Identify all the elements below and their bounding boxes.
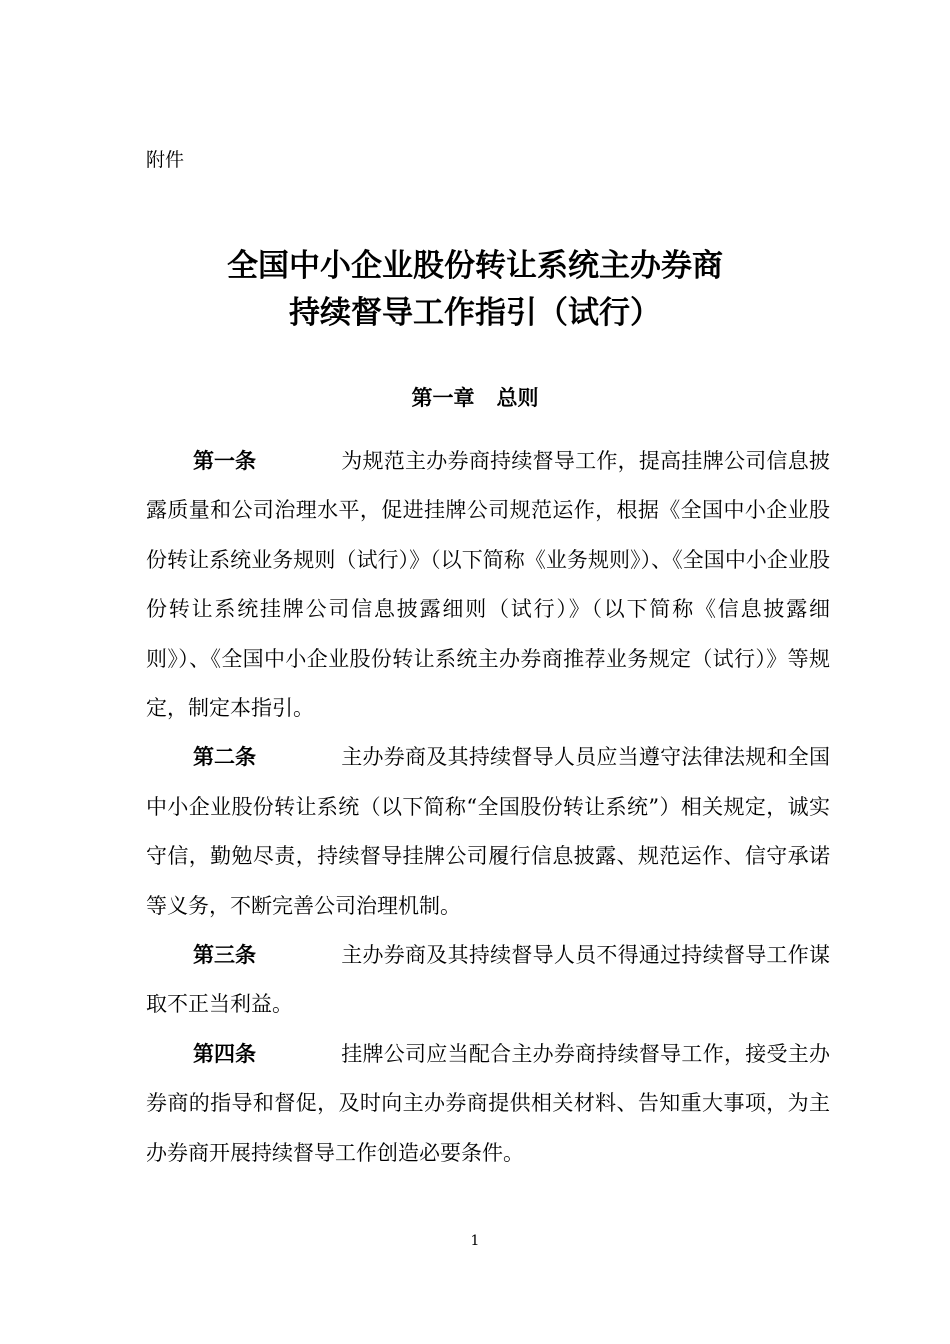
article-number: 第二条 (193, 745, 256, 770)
article-4 (146, 1030, 830, 1178)
article-number: 第四条 (193, 1041, 256, 1066)
title-line-2: 持续督导工作指引（试行） (289, 295, 661, 331)
articles-body (146, 437, 830, 1178)
page-number: 1 (470, 1233, 480, 1249)
chapter-number: 第一章 (411, 386, 475, 410)
title-line-1: 全国中小企业股份转让系统主办券商 (227, 248, 723, 284)
article-text: 主办券商及其持续督导人员不得通过持续督导工作谋取不正当利益。 (146, 943, 830, 1017)
article-1 (146, 437, 830, 733)
attachment-label: 附件 (146, 149, 185, 171)
article-number: 第一条 (193, 449, 256, 473)
article-text: 挂牌公司应当配合主办券商持续督导工作，接受主办券商的指导和督促，及时向主办券商提供相关材料、告知重大事项，为主办券商开展持续督导工作创造必要条件。 (146, 1041, 830, 1165)
document-title (0, 243, 950, 337)
chapter-name: 总则 (496, 386, 539, 410)
article-text: 为规范主办券商持续督导工作，提高挂牌公司信息披露质量和公司治理水平，促进挂牌公司规范运作，根据《全国中小企业股份转让系统业务规则（试行）》（以下简称《业务规则》）、《全国中小企业股份转让系统挂牌公司信息披露细则（试行）》（以下简称《信息披露细则》）、《全国中小企业股份转让系统主办券商推荐业务规定（试行）》等规定，制定本指引。 (146, 449, 830, 721)
article-text: 主办券商及其持续督导人员应当遵守法律法规和全国中小企业股份转让系统（以下简称“全国股份转让系统”）相关规定，诚实守信，勤勉尽责，持续督导挂牌公司履行信息披露、规范运作、信守承诺等义务，不断完善公司治理机制。 (146, 745, 830, 918)
chapter-heading (0, 383, 950, 413)
article-3 (146, 931, 830, 1030)
article-number: 第三条 (193, 943, 256, 968)
article-2 (146, 733, 830, 931)
